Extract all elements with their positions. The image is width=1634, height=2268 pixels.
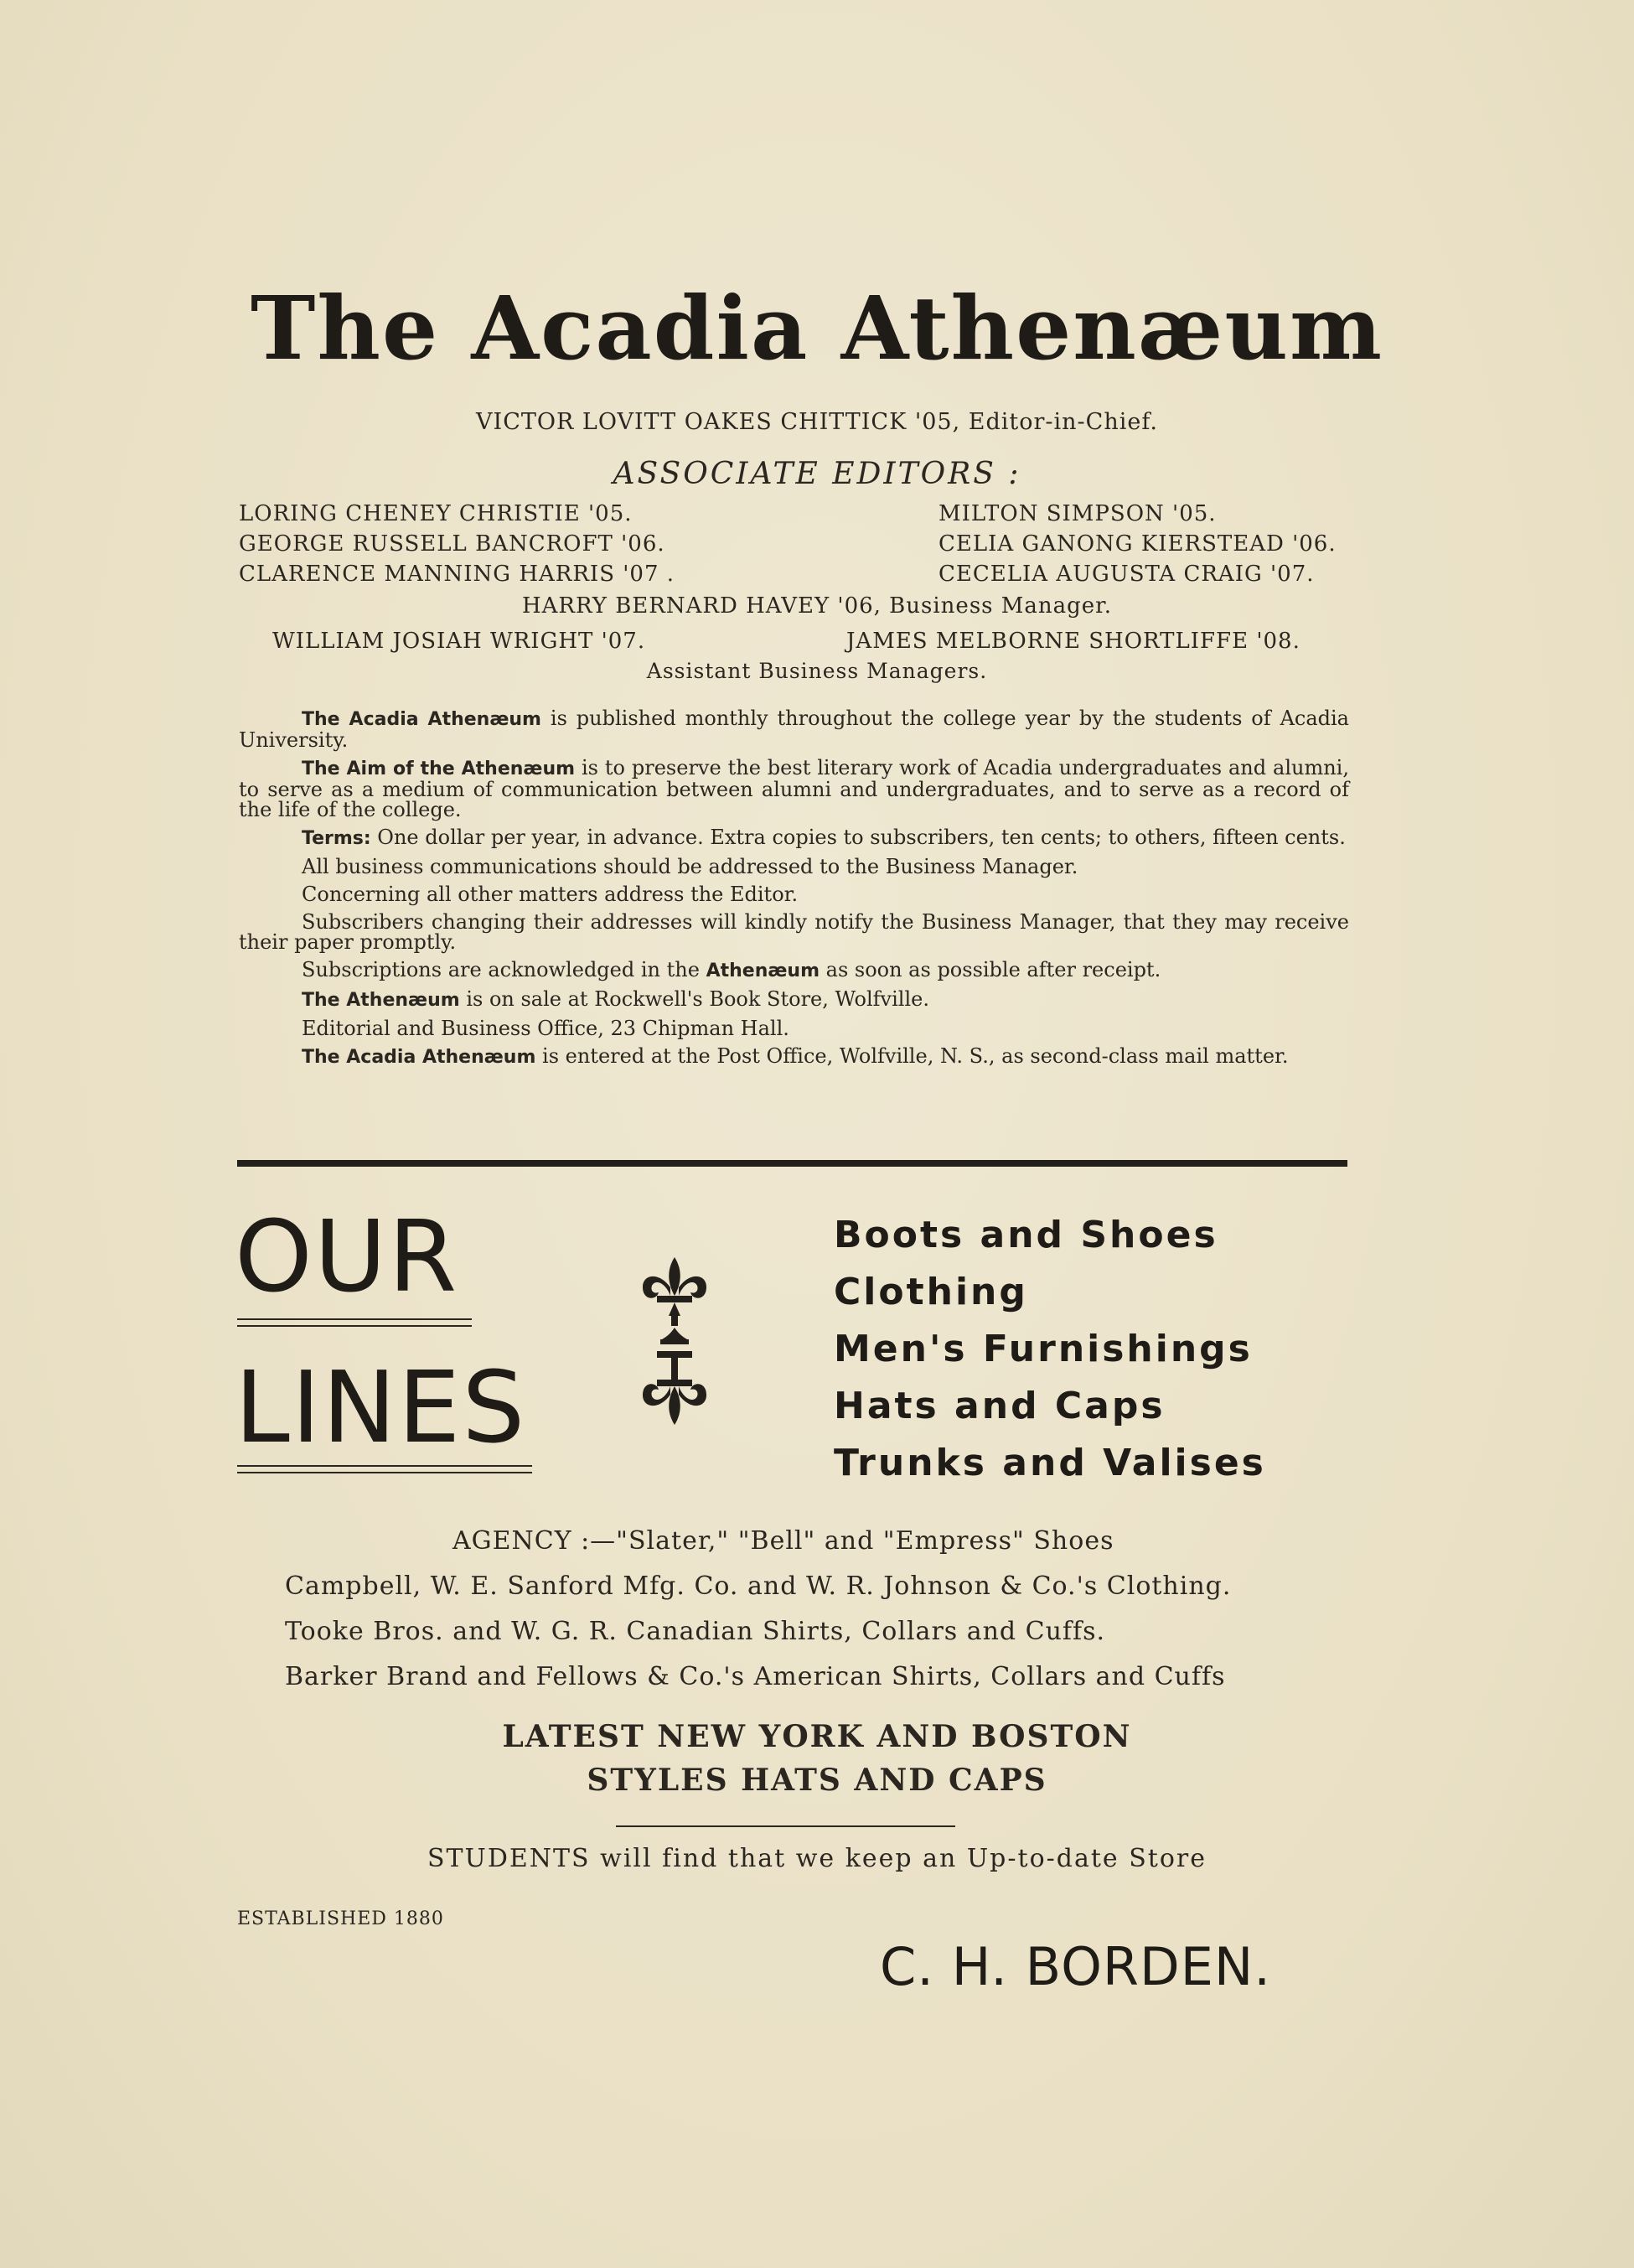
merchant-name: C. H. BORDEN.	[880, 1936, 1271, 1997]
associate-editor-name: GEORGE RUSSELL BANCROFT '06.	[239, 531, 665, 557]
agency-list	[285, 1519, 1231, 1700]
info-bold: The Aim of the Athenæum	[302, 759, 576, 779]
info-bold: The Acadia Athenæum	[302, 1047, 536, 1068]
product-item: Men's Furnishings	[834, 1328, 1253, 1370]
latest-styles	[0, 1715, 1634, 1802]
associate-editor-name: CLARENCE MANNING HARRIS '07 .	[239, 562, 675, 587]
info-bold: Athenæum	[706, 961, 820, 981]
agency-line: AGENCY :—"Slater," "Bell" and "Empress" Shoes	[452, 1526, 1114, 1556]
editor-in-chief: VICTOR LOVITT OAKES CHITTICK '05, Editor-in-Chief.	[476, 409, 1158, 435]
latest-line: LATEST NEW YORK AND BOSTON	[502, 1719, 1132, 1754]
students-note: STUDENTS will find that we keep an Up-to-date Store	[427, 1844, 1207, 1873]
info-paragraph: Concerning all other matters address the Editor.	[302, 883, 799, 906]
fleur-de-lis-ornament-icon	[637, 1257, 712, 1425]
masthead-title: The Acadia Athenæum	[251, 277, 1383, 380]
double-rule	[237, 1465, 532, 1473]
agency-line: Campbell, W. E. Sanford Mfg. Co. and W. R. Johnson & Co.'s Clothing.	[285, 1572, 1232, 1601]
established-note: ESTABLISHED 1880	[237, 1908, 444, 1929]
product-item: Boots and Shoes	[834, 1214, 1218, 1256]
ad-word-lines: LINES	[235, 1349, 527, 1465]
associate-editors-left	[239, 499, 675, 589]
info-paragraph	[239, 827, 1349, 849]
info-paragraph	[239, 708, 1349, 750]
agency-line: Barker Brand and Fellows & Co.'s American Shirts, Collars and Cuffs	[285, 1662, 1226, 1691]
associate-editors-right	[939, 499, 1337, 589]
associate-editor-name: MILTON SIMPSON '05.	[939, 501, 1217, 526]
business-manager: HARRY BERNARD HAVEY '06, Business Manager.	[521, 593, 1113, 619]
associate-editor-name: CELIA GANONG KIERSTEAD '06.	[939, 531, 1337, 557]
info-paragraph	[239, 960, 1349, 981]
divider-rule	[616, 1825, 955, 1827]
assistant-manager-right: JAMES MELBORNE SHORTLIFFE '08.	[846, 629, 1300, 654]
info-text: One dollar per year, in advance. Extra copies to subscribers, ten cents; to others, fifteen cents.	[370, 826, 1346, 849]
info-bold: Terms:	[302, 828, 371, 849]
associate-editors-heading: ASSOCIATE EDITORS :	[613, 457, 1021, 491]
latest-line: STYLES HATS AND CAPS	[587, 1763, 1047, 1798]
product-item: Hats and Caps	[834, 1385, 1166, 1427]
info-text: is to preserve the best literary work of Acadia undergraduates and alumni, to serve as a medium of communication between alumni and undergraduates, and to serve as a record of the life of the college.	[239, 756, 1349, 821]
info-text: Subscriptions are acknowledged in the	[302, 958, 706, 981]
info-paragraph: Editorial and Business Office, 23 Chipman Hall.	[302, 1017, 789, 1040]
assistant-managers-caption: Assistant Business Managers.	[646, 659, 988, 683]
info-text: is entered at the Post Office, Wolfville, N. S., as second-class mail matter.	[535, 1044, 1289, 1068]
info-text: is on sale at Rockwell's Book Store, Wolfville.	[459, 987, 929, 1011]
publication-info	[239, 708, 1349, 1075]
assistant-manager-left: WILLIAM JOSIAH WRIGHT '07.	[272, 629, 646, 654]
info-paragraph: All business communications should be addressed to the Business Manager.	[302, 855, 1078, 878]
associate-editor-name: LORING CHENEY CHRISTIE '05.	[239, 501, 633, 526]
associate-editor-name: CECELIA AUGUSTA CRAIG '07.	[939, 562, 1315, 587]
info-paragraph	[239, 758, 1349, 820]
info-bold: The Acadia Athenæum	[302, 709, 541, 730]
product-item: Clothing	[834, 1271, 1028, 1313]
double-rule	[237, 1318, 472, 1327]
info-paragraph: Subscribers changing their addresses will kindly notify the Business Manager, that they may receive their paper promptly.	[239, 910, 1349, 954]
agency-line: Tooke Bros. and W. G. R. Canadian Shirts, Collars and Cuffs.	[285, 1617, 1106, 1646]
info-text: is published monthly throughout the college year by the students of Acadia University.	[239, 707, 1349, 752]
ad-word-our: OUR	[235, 1199, 459, 1314]
info-paragraph	[239, 1046, 1349, 1068]
section-divider	[237, 1160, 1347, 1167]
product-item: Trunks and Valises	[834, 1442, 1266, 1484]
info-bold: The Athenæum	[302, 990, 460, 1011]
product-list	[834, 1207, 1266, 1492]
info-paragraph	[239, 989, 1349, 1011]
info-text: as soon as possible after receipt.	[820, 958, 1161, 981]
